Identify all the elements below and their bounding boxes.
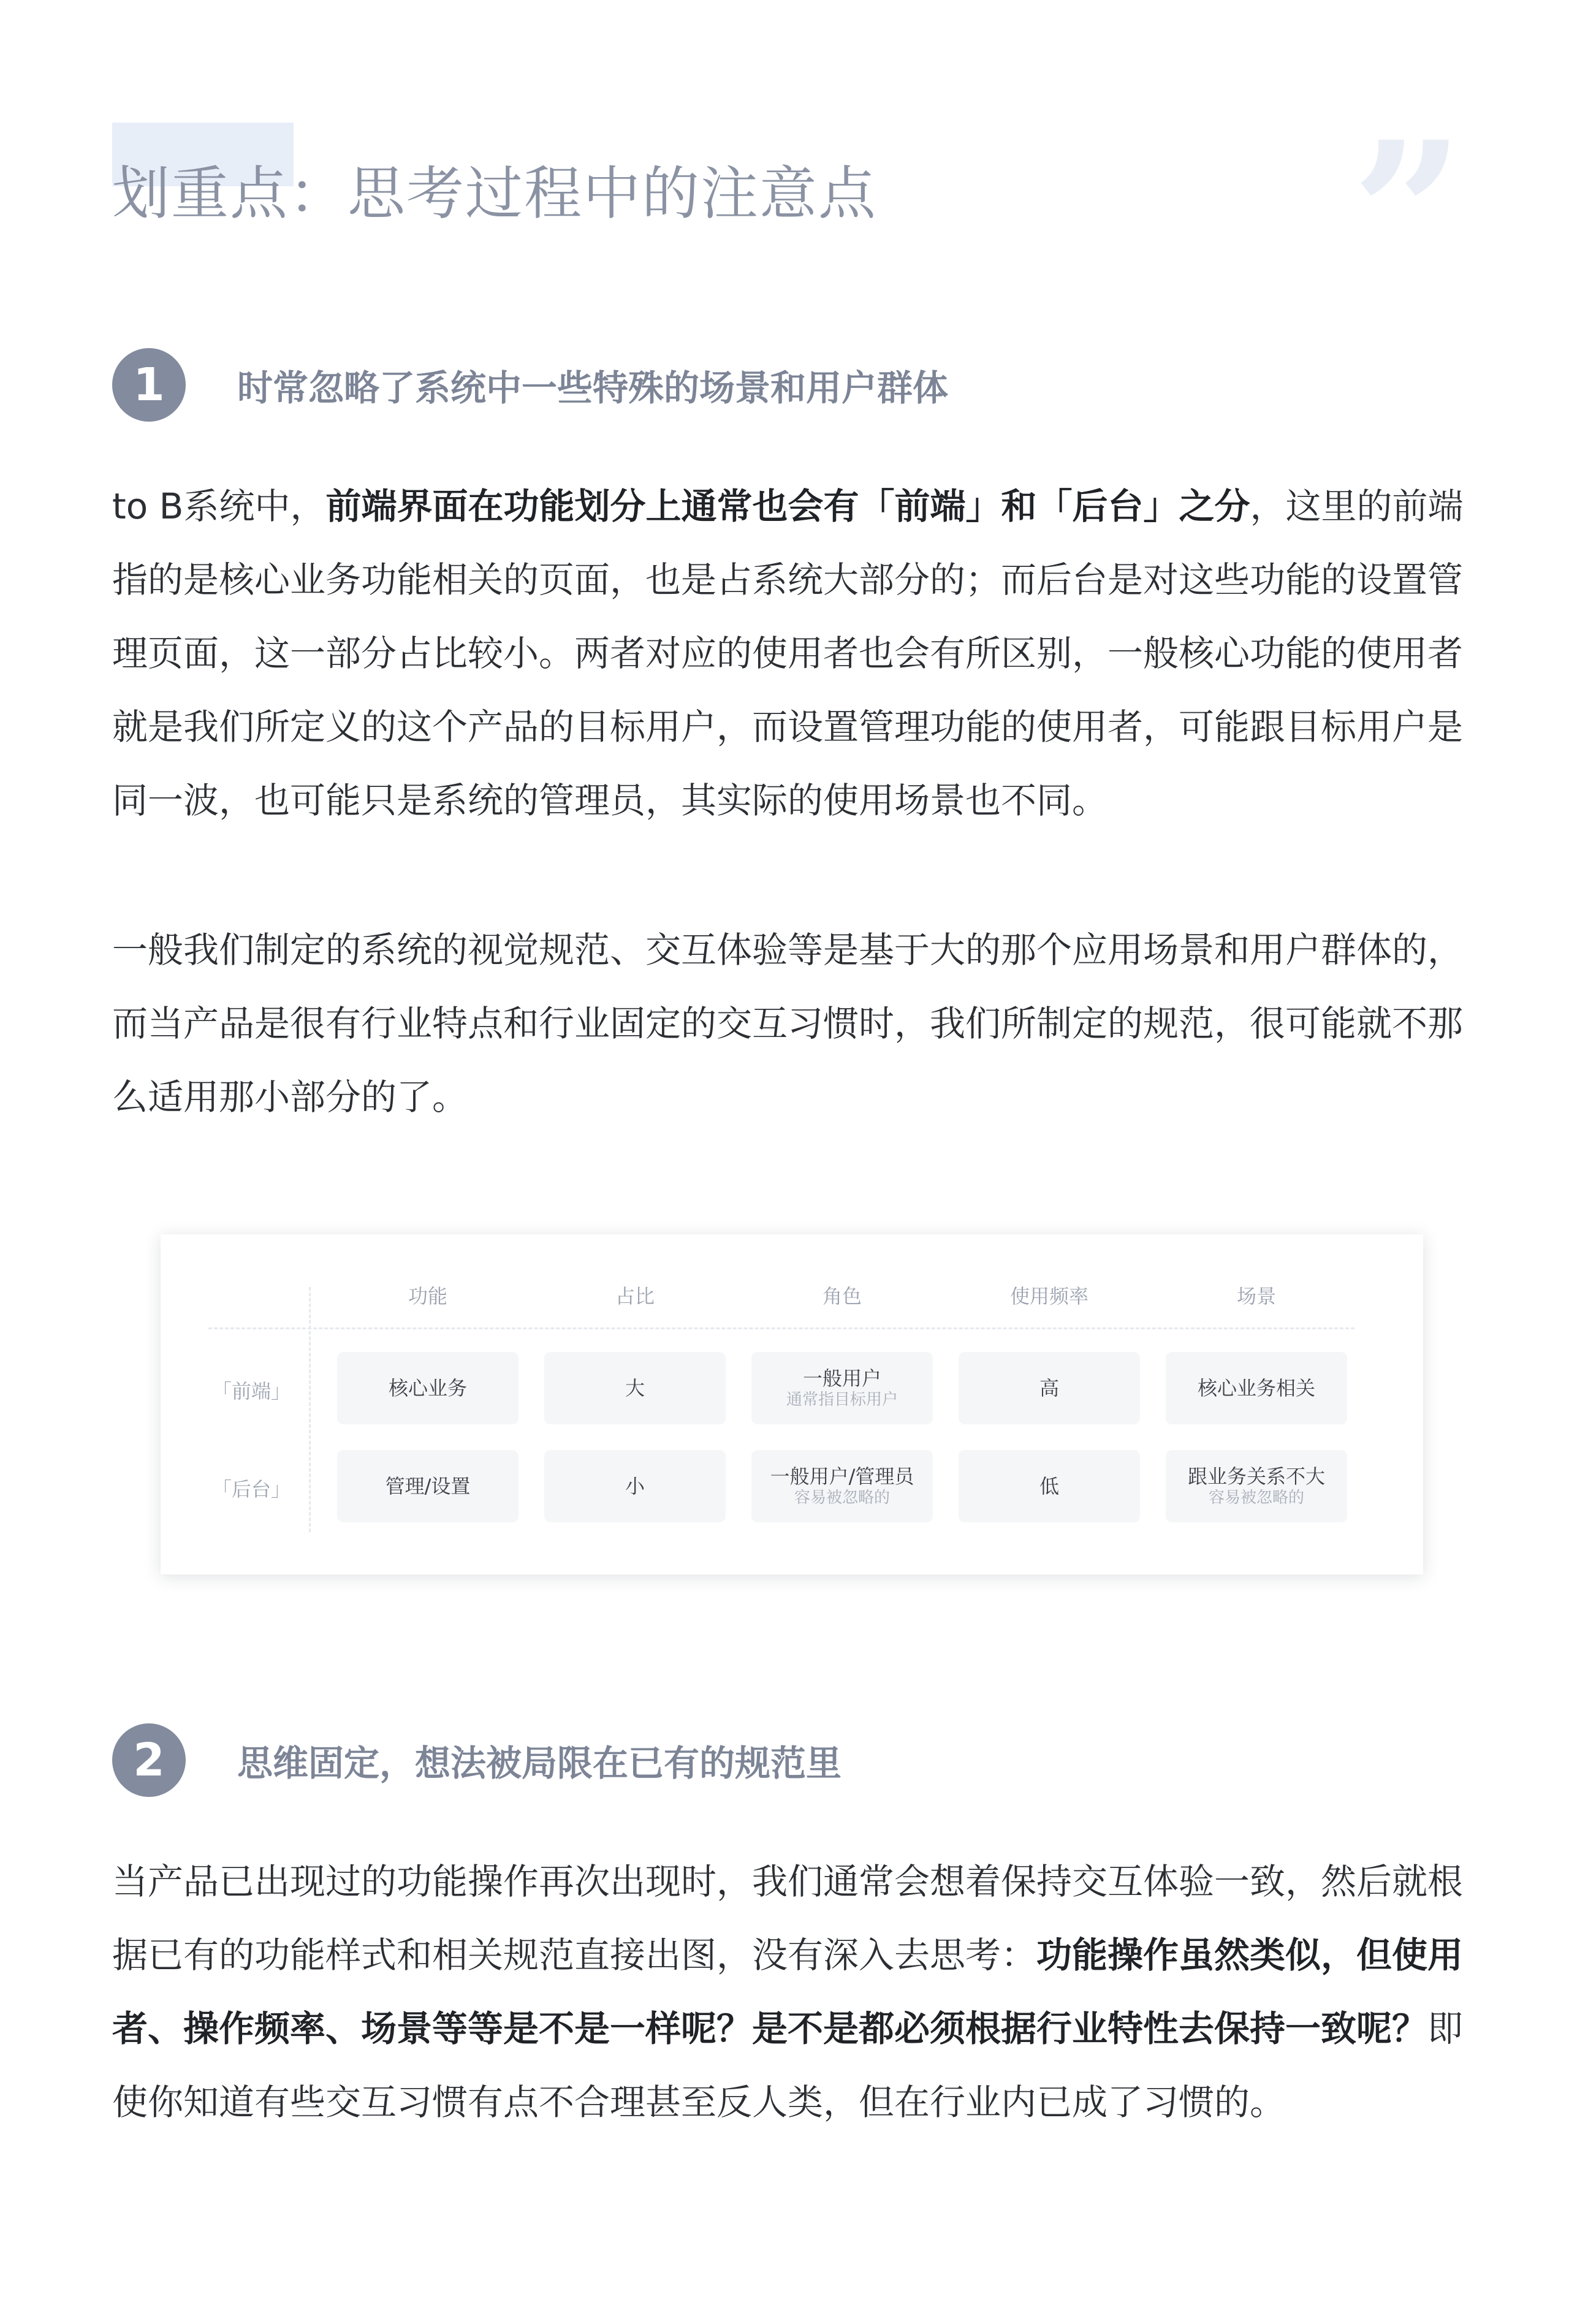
column-header-share: 占比: [615, 1285, 655, 1308]
cell-main-text: 一般用户: [802, 1367, 881, 1390]
column-header-function: 功能: [408, 1285, 447, 1308]
cell-main-text: 核心业务: [388, 1377, 467, 1400]
column-header-scenario: 场景: [1236, 1285, 1276, 1308]
section-2-title: 思维固定，想法被局限在已有的规范里: [237, 1742, 842, 1784]
cell-main-text: 跟业务关系不大: [1187, 1465, 1325, 1488]
bold-text-run: 功能操作虽然类似，但使用者、操作频率、场景等等是不是一样呢？是不是都必须根据行业特性去保持一致呢？: [112, 1934, 1464, 2049]
cell-main-text: 低: [1039, 1475, 1059, 1498]
cell-main-text: 核心业务相关: [1197, 1377, 1315, 1400]
column-header-role: 角色: [822, 1285, 862, 1308]
table-cell: [1166, 1352, 1347, 1424]
text-run: to B系统中，: [112, 485, 326, 527]
section-1-paragraph-2: 一般我们制定的系统的视觉规范、交互体验等是基于大的那个应用场景和用户群体的，而当产品是很有行业特点和行业固定的交互习惯时，我们所制定的规范，很可能就不那么适用那小部分的了。: [112, 929, 1464, 1118]
cell-main-text: 管理/设置: [385, 1475, 471, 1498]
table-label-divider: [309, 1287, 311, 1532]
cell-main-text: 一般用户/管理员: [770, 1465, 914, 1488]
text-run: 当产品已出现过的功能操作再次出现时，我们通常会想着保持交互体验一致，然后就根据已有的功能样式和相关规范直接出图，没有深入去思考：: [112, 1861, 1464, 1976]
quote-mark-icon: ”: [1351, 99, 1465, 329]
table-cell: [751, 1352, 933, 1424]
table-cell: [544, 1352, 726, 1424]
section-1-number-badge: 1: [112, 348, 186, 422]
bold-text-run: 前端界面在功能划分上通常也会有「前端」和「后台」之分: [325, 485, 1250, 527]
table-cell: [544, 1450, 726, 1522]
cell-sub-text: 容易被忽略的: [794, 1489, 890, 1507]
section-2-paragraph: [112, 1845, 1473, 2139]
text-run: ，这里的前端指的是核心业务功能相关的页面，也是占系统大部分的；而后台是对这些功能的设置管理页面，这一部分占比较小。两者对应的使用者也会有所区别，一般核心功能的使用者就是我们所定义的这个产品的目标用户，而设置管理功能的使用者，可能跟目标用户是同一波，也可能只是系统的管理员，其实际的使用场景也不同。: [112, 485, 1464, 821]
cell-main-text: 小: [625, 1475, 645, 1498]
cell-sub-text: 容易被忽略的: [1208, 1489, 1304, 1507]
table-cell: [959, 1352, 1140, 1424]
section-2-number-badge: 2: [112, 1723, 186, 1797]
cell-main-text: 高: [1039, 1377, 1059, 1400]
table-cell: [337, 1352, 519, 1424]
section-1-paragraph-1: [112, 469, 1473, 837]
section-1-heading: [112, 348, 948, 422]
cell-main-text: 大: [625, 1377, 645, 1400]
row-label-backend: 「后台」: [211, 1478, 291, 1501]
page-title: 划重点：思考过程中的注意点: [112, 161, 878, 227]
section-2-heading: [112, 1723, 841, 1797]
table-cell: [959, 1450, 1140, 1522]
cell-sub-text: 通常指目标用户: [786, 1391, 898, 1409]
column-header-frequency: 使用频率: [1009, 1285, 1088, 1308]
section-1-title: 时常忽略了系统中一些特殊的场景和用户群体: [237, 367, 949, 409]
table-cell: [1166, 1450, 1347, 1522]
table-header-divider: [208, 1327, 1354, 1329]
row-label-frontend: 「前端」: [211, 1380, 291, 1403]
table-cell: [337, 1450, 519, 1522]
text-run: 即使你知道有些交互习惯有点不合理甚至反人类，但在行业内已成了习惯的。: [112, 2008, 1464, 2123]
table-cell: [751, 1450, 933, 1522]
